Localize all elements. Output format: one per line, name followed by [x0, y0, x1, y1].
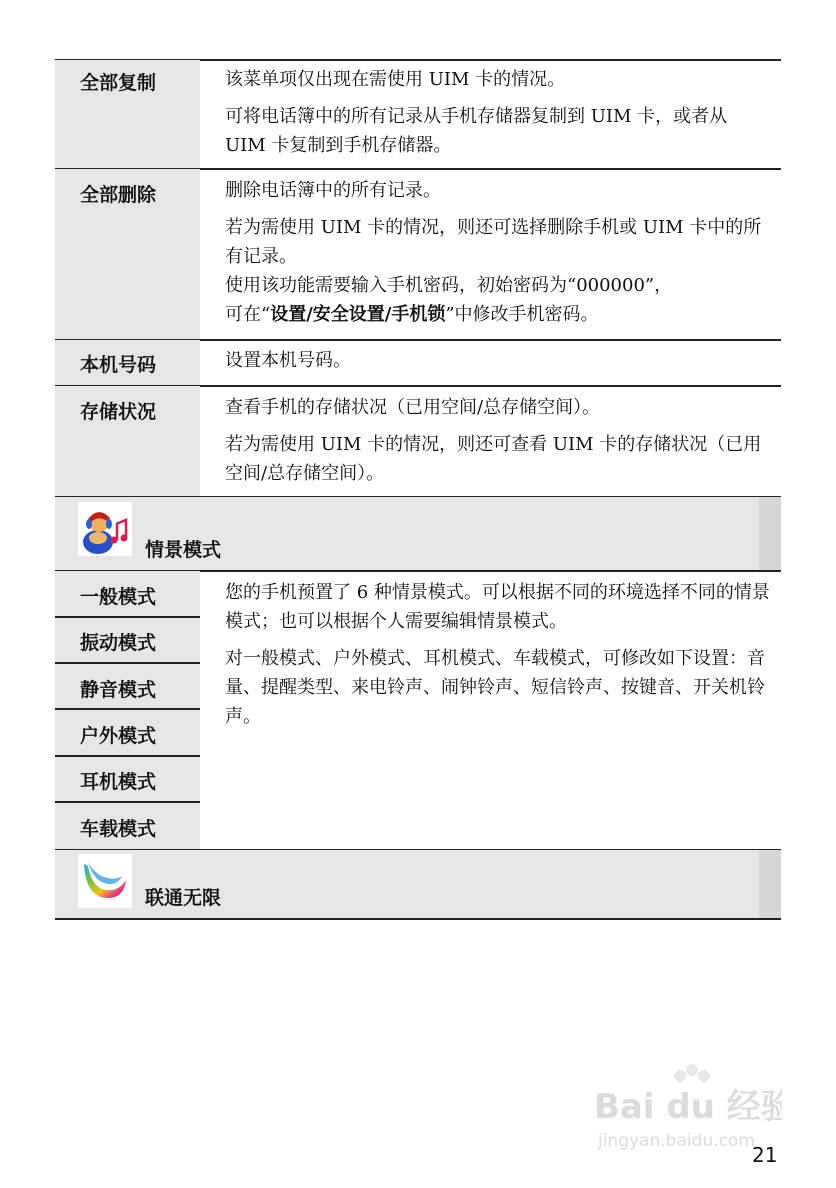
profiles-description	[225, 578, 770, 731]
row-label-storage-status: 存储状况	[80, 401, 157, 423]
desc-paragraph: 您的手机预置了 6 种情景模式。可以根据不同的环境选择不同的情景模式；也可以根据个人需要编辑情景模式。	[225, 582, 770, 632]
watermark-url: jingyan.baidu.com	[598, 1131, 755, 1151]
desc-paragraph	[225, 300, 770, 329]
mode-outdoor: 户外模式	[80, 725, 157, 747]
mode-car: 车载模式	[80, 818, 157, 840]
menu-path-text: 设置/安全设置/手机锁	[270, 304, 446, 325]
label-cell-modes	[55, 571, 200, 849]
text-segment: ”中修改手机密码。	[445, 304, 599, 325]
mode-vibrate: 振动模式	[80, 632, 157, 654]
section-shade	[759, 497, 781, 570]
profile-person-music-icon	[78, 502, 132, 556]
desc-paragraph: 若为需使用 UIM 卡的情况，则还可查看 UIM 卡的存储状况（已用空间/总存储空间）。	[225, 434, 762, 484]
baidu-watermark	[592, 1062, 782, 1152]
mode-headset: 耳机模式	[80, 771, 157, 793]
desc-paragraph: 可将电话簿中的所有记录从手机存储器复制到 UIM 卡，或者从 UIM 卡复制到手机存储器。	[225, 106, 728, 156]
mode-silent: 静音模式	[80, 679, 157, 701]
watermark-brand: Bai du 经验	[594, 1087, 782, 1127]
row-desc-own-number	[225, 346, 770, 375]
page-number: 21	[752, 1143, 778, 1167]
desc-paragraph: 查看手机的存储状况（已用空间/总存储空间）。	[225, 397, 601, 418]
section-title-profiles: 情景模式	[145, 539, 222, 561]
desc-paragraph: 删除电话簿中的所有记录。	[225, 180, 441, 201]
row-desc-copy-all	[225, 65, 770, 160]
desc-paragraph: 设置本机号码。	[225, 350, 351, 371]
bottom-rule	[55, 918, 781, 920]
desc-paragraph: 该菜单项仅出现在需使用 UIM 卡的情况。	[225, 69, 566, 90]
desc-paragraph: 使用该功能需要输入手机密码，初始密码为“000000”，	[225, 275, 673, 296]
unicom-swirl-icon	[78, 854, 132, 908]
mode-divider	[55, 616, 200, 618]
desc-paragraph: 若为需使用 UIM 卡的情况，则还可选择删除手机或 UIM 卡中的所有记录。	[225, 217, 762, 267]
section-title-unicom: 联通无限	[145, 887, 222, 909]
mode-divider	[55, 708, 200, 710]
row-label-delete-all: 全部删除	[80, 184, 157, 206]
mode-divider	[55, 755, 200, 757]
text-segment: 可在“	[225, 304, 271, 325]
mode-general: 一般模式	[80, 586, 157, 608]
row-desc-storage-status	[225, 393, 770, 488]
row-label-own-number: 本机号码	[80, 354, 157, 376]
row-label-copy-all: 全部复制	[80, 72, 157, 94]
desc-paragraph: 对一般模式、户外模式、耳机模式、车载模式，可修改如下设置：音量、提醒类型、来电铃声、闹钟铃声、短信铃声、按键音、开关机铃声。	[225, 648, 765, 727]
mode-divider	[55, 801, 200, 803]
mode-divider	[55, 662, 200, 664]
section-shade	[759, 850, 781, 919]
row-desc-delete-all	[225, 176, 770, 329]
